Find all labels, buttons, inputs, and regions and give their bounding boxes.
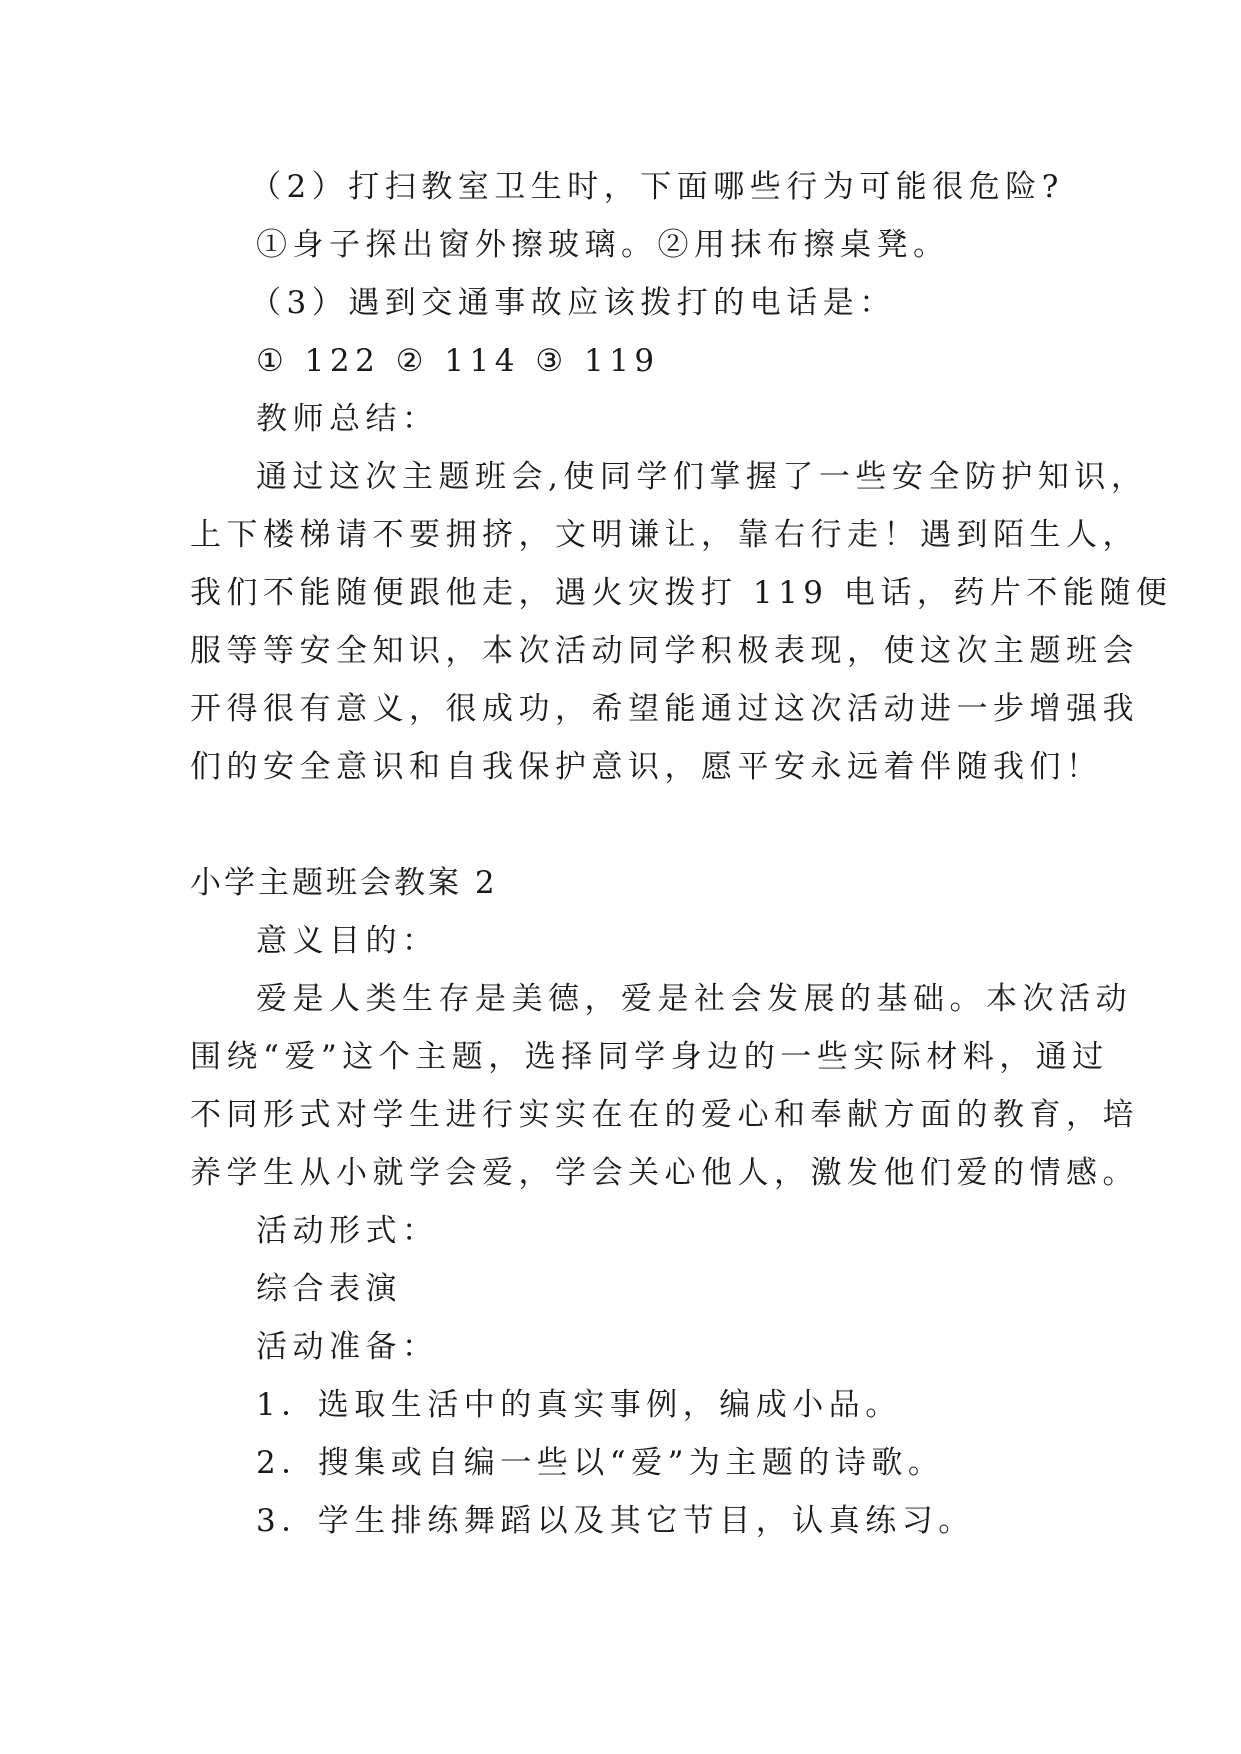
prep-list-item: 2．搜集或自编一些以“爱”为主题的诗歌。	[256, 1445, 945, 1481]
summary-paragraph-line: 服等等安全知识，本次活动同学积极表现，使这次主题班会	[190, 633, 1139, 669]
question-2-options: ①身子探出窗外擦玻璃。②用抹布擦桌凳。	[256, 227, 950, 263]
question-3-options: ① 122 ② 114 ③ 119	[256, 343, 660, 379]
prep-list-item: 3．学生排练舞蹈以及其它节目，认真练习。	[256, 1503, 975, 1539]
purpose-paragraph-line: 围绕“爱”这个主题，选择同学身边的一些实际材料，通过	[190, 1039, 1109, 1075]
prep-list-item: 1．选取生活中的真实事例，编成小品。	[256, 1387, 902, 1423]
summary-paragraph-line: 上下楼梯请不要拥挤，文明谦让，靠右行走！遇到陌生人，	[190, 517, 1139, 553]
summary-paragraph-line: 们的安全意识和自我保护意识，愿平安永远着伴随我们！	[190, 749, 1103, 785]
summary-paragraph-line: 开得很有意义，很成功，希望能通过这次活动进一步增强我	[190, 691, 1139, 727]
activity-form-value: 综合表演	[256, 1271, 402, 1307]
activity-form-heading: 活动形式：	[256, 1213, 439, 1249]
purpose-heading: 意义目的：	[256, 923, 439, 959]
purpose-paragraph-line: 养学生从小就学会爱，学会关心他人，激发他们爱的情感。	[190, 1155, 1139, 1191]
activity-prep-heading: 活动准备：	[256, 1329, 439, 1365]
section-spacer	[190, 796, 1070, 854]
question-2-text: （2）打扫教室卫生时，下面哪些行为可能很危险?	[250, 169, 1064, 205]
summary-paragraph-line: 我们不能随便跟他走，遇火灾拨打 119 电话，药片不能随便	[190, 575, 1173, 611]
summary-paragraph-line: 通过这次主题班会,使同学们掌握了一些安全防护知识，	[256, 459, 1148, 495]
teacher-summary-heading: 教师总结：	[256, 401, 439, 437]
section-title: 小学主题班会教案 2	[190, 865, 498, 901]
purpose-paragraph-line: 不同形式对学生进行实实在在的爱心和奉献方面的教育，培	[190, 1097, 1139, 1133]
purpose-paragraph-line: 爱是人类生存是美德，爱是社会发展的基础。本次活动	[256, 981, 1132, 1017]
document-body	[190, 158, 1173, 1550]
question-3-text: （3）遇到交通事故应该拨打的电话是：	[250, 285, 896, 321]
